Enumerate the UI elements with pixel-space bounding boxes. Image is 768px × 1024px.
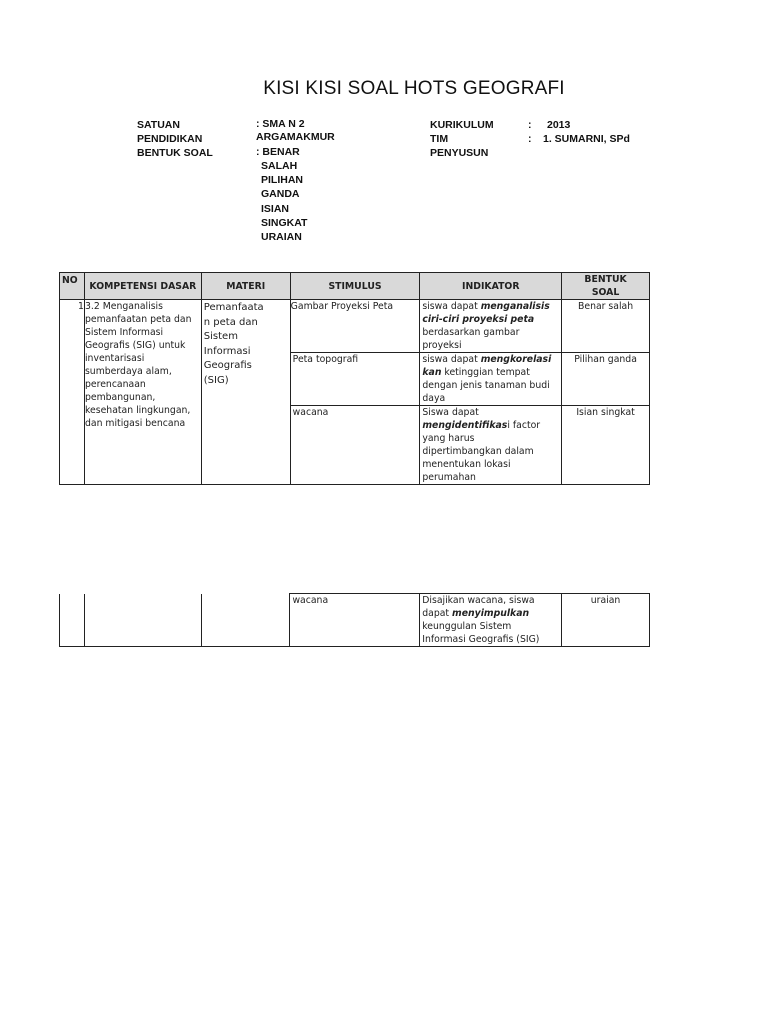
cell-stimulus: wacana — [290, 406, 420, 485]
cell-bentuk-soal: Pilihan ganda — [562, 353, 650, 406]
cell-indikator — [420, 300, 562, 353]
tim-colon: : — [528, 133, 532, 145]
indikator-text: perumahan — [422, 472, 476, 483]
header-materi: MATERI — [201, 273, 290, 300]
pendidikan-label: PENDIDIKAN — [137, 133, 203, 145]
indikator-text: Siswa dapat — [422, 407, 479, 418]
header-bentuk-line-2: SOAL — [591, 287, 620, 298]
indikator-text: keunggulan Sistem — [422, 621, 512, 632]
header-right-values — [543, 118, 630, 146]
cell-stimulus: Peta topografi — [290, 353, 420, 406]
bentuk-value-1: SALAH — [261, 160, 298, 172]
table-row — [60, 594, 650, 647]
cell-no — [60, 594, 85, 647]
indikator-text: dapat — [422, 608, 453, 619]
indikator-keyword: ciri-ciri proyeksi peta — [422, 314, 535, 325]
indikator-text: dipertimbangkan dalam — [422, 446, 534, 457]
indikator-keyword: mengidentifikas — [422, 420, 508, 431]
bentuk-soal-label: BENTUK SOAL — [137, 147, 213, 159]
indikator-text: siswa dapat — [422, 354, 481, 365]
kd-line: Sistem Informasi — [84, 327, 164, 338]
indikator-keyword: kan — [422, 367, 442, 378]
bentuk-value-5: SINGKAT — [261, 216, 308, 229]
cell-materi — [201, 594, 290, 647]
indikator-keyword: mengkorelasi — [480, 354, 552, 365]
satuan-label: SATUAN — [137, 119, 180, 131]
header-no: NO — [60, 273, 85, 300]
kurikulum-label: KURIKULUM — [430, 119, 494, 131]
indikator-text: dengan jenis tanaman budi — [422, 380, 550, 391]
cell-indikator — [420, 353, 562, 406]
cell-no: 1 — [60, 300, 85, 485]
indikator-text: berdasarkan gambar — [422, 327, 520, 338]
materi-line: n peta dan — [203, 316, 258, 328]
kd-line: sumberdaya alam, — [84, 366, 172, 377]
kurikulum-value: 2013 — [547, 119, 571, 131]
satuan-value-1: : SMA N 2 — [256, 118, 305, 130]
header-bentuk-soal — [562, 273, 650, 300]
header-right-labels — [430, 118, 494, 160]
penyusun-label: PENYUSUN — [430, 147, 489, 159]
kd-line: inventarisasi — [84, 353, 145, 364]
cell-stimulus: wacana — [290, 594, 420, 647]
kd-line: Geografis (SIG) untuk — [84, 340, 186, 351]
cell-bentuk-soal: Isian singkat — [562, 406, 650, 485]
kd-line: perencanaan — [84, 379, 146, 390]
indikator-keyword: menganalisis — [480, 301, 550, 312]
indikator-text: ketinggian tempat — [441, 367, 530, 378]
cell-kompetensi-dasar — [84, 594, 201, 647]
kd-line: 3.2 Menganalisis — [84, 301, 163, 312]
kd-line: kesehatan lingkungan, — [84, 405, 191, 416]
indikator-text: yang harus — [422, 433, 475, 444]
indikator-text: Informasi Geografis (SIG) — [422, 634, 540, 645]
header-right-colons — [528, 118, 532, 146]
indikator-text: daya — [422, 393, 446, 404]
cell-indikator — [420, 594, 562, 647]
indikator-keyword: menyimpulkan — [452, 608, 530, 619]
bentuk-value-0: : BENAR — [256, 146, 300, 158]
kisi-kisi-table — [59, 272, 650, 485]
kd-line: pemanfaatan peta dan — [84, 314, 192, 325]
indikator-text: menentukan lokasi — [422, 459, 511, 470]
materi-line: (SIG) — [203, 374, 229, 386]
cell-stimulus: Gambar Proyeksi Peta — [290, 300, 420, 353]
bentuk-value-4: ISIAN — [261, 202, 290, 215]
bentuk-value-3: GANDA — [261, 188, 300, 201]
cell-bentuk-soal: uraian — [562, 594, 650, 647]
bentuk-value-6: URAIAN — [261, 231, 302, 244]
indikator-text: siswa dapat — [422, 301, 481, 312]
kd-line: dan mitigasi bencana — [84, 418, 186, 429]
table-row — [60, 300, 650, 353]
cell-indikator — [420, 406, 562, 485]
header-stimulus: STIMULUS — [290, 273, 420, 300]
tim-value: 1. SUMARNI, SPd — [543, 133, 630, 145]
cell-materi — [201, 300, 290, 485]
header-values — [256, 118, 335, 244]
header-bentuk-line-1: BENTUK — [584, 274, 627, 285]
header-kompetensi-dasar: KOMPETENSI DASAR — [84, 273, 201, 300]
tim-label: TIM — [430, 133, 449, 145]
header-left-labels — [137, 118, 213, 160]
cell-bentuk-soal: Benar salah — [562, 300, 650, 353]
materi-line: Geografis — [203, 360, 252, 372]
document-title: KISI KISI SOAL HOTS GEOGRAFI — [263, 78, 565, 99]
table-header-row — [60, 273, 650, 300]
cell-kompetensi-dasar — [84, 300, 201, 485]
kisi-kisi-table-continuation — [59, 593, 650, 647]
materi-line: Pemanfaata — [203, 302, 264, 313]
indikator-text: proyeksi — [422, 340, 462, 351]
indikator-text: Disajikan wacana, siswa — [422, 595, 535, 606]
kd-line: pembangunan, — [84, 392, 156, 403]
satuan-value-2: ARGAMAKMUR — [256, 131, 335, 143]
materi-line: Sistem — [203, 331, 238, 343]
indikator-text: i factor — [507, 420, 541, 431]
kurikulum-colon: : — [528, 119, 532, 131]
bentuk-value-2: PILIHAN — [261, 174, 303, 187]
header-indikator: INDIKATOR — [420, 273, 562, 300]
materi-line: Informasi — [203, 345, 251, 357]
